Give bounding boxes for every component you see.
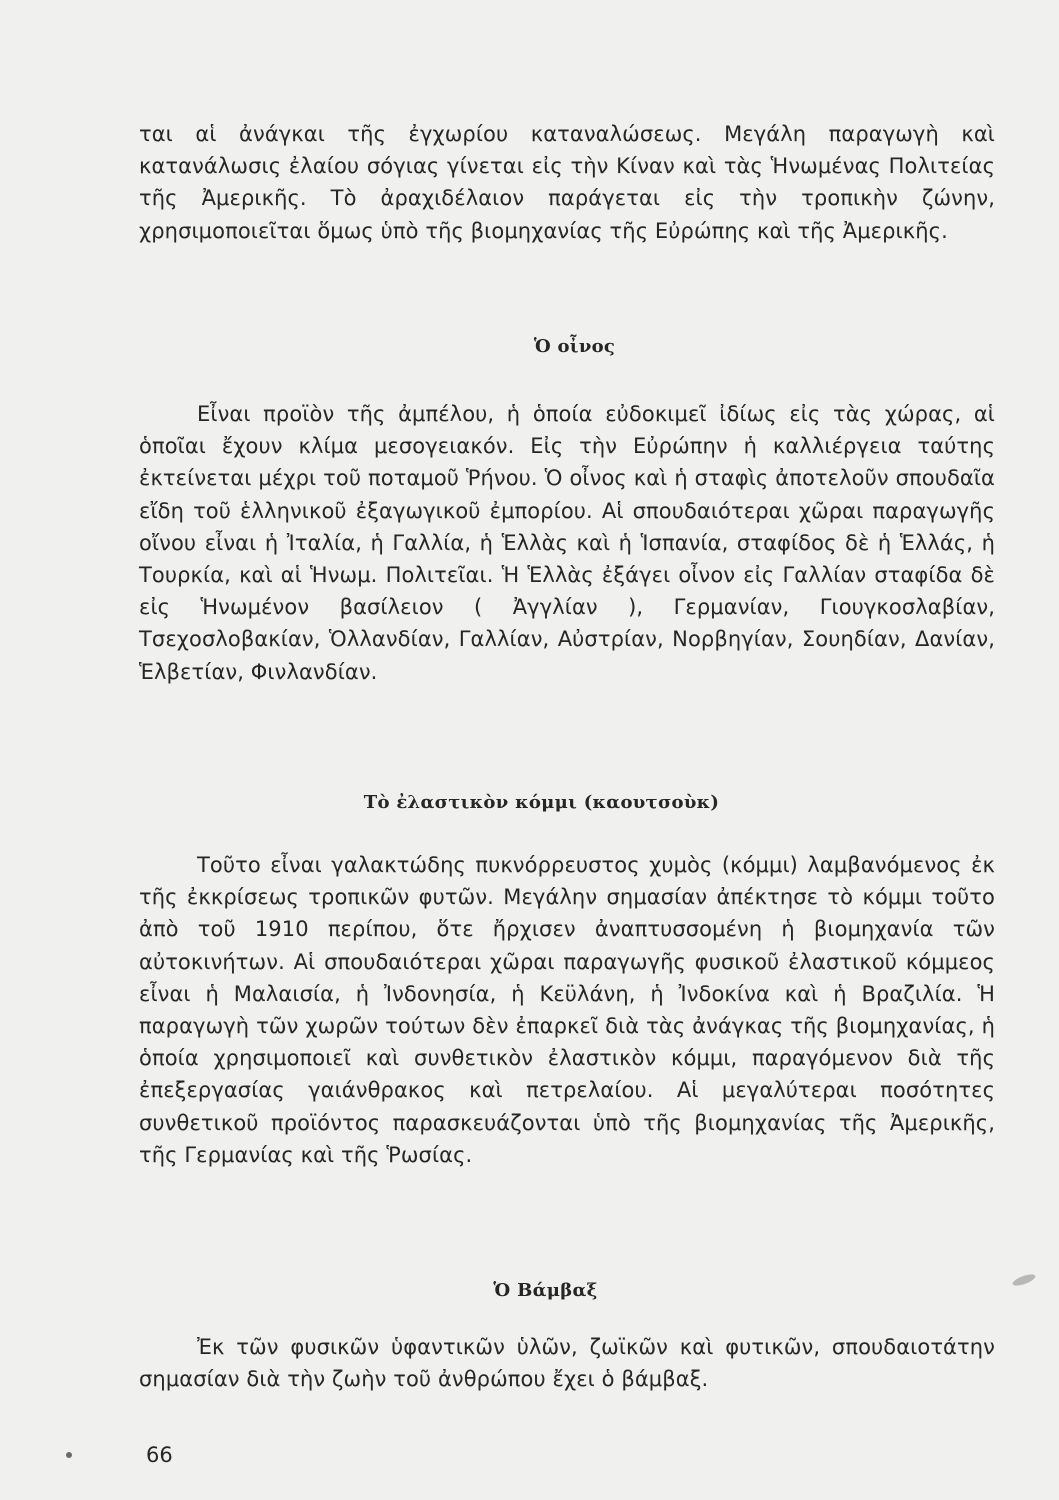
section-heading-cotton: Ὁ Βάμβαξ <box>493 1280 598 1301</box>
ink-speck <box>66 1452 72 1458</box>
wine-section <box>139 398 995 688</box>
wine-paragraph: Εἶναι προϊὸν τῆς ἀμπέλου, ἡ ὁποία εὐδοκιμεῖ ἰδίως εἰς τὰς χώρας, αἱ ὁποῖαι ἔχουν κλίμα μεσογειακόν. Εἰς τὴν Εὐρώπην ἡ καλλιέργεια ταύτης ἐκτείνεται μέχρι τοῦ ποταμοῦ Ῥήνου. Ὁ οἶνος καὶ ἡ σταφὶς ἀποτελοῦν σπουδαῖα εἴδη τοῦ ἑλληνικοῦ ἐξαγωγικοῦ ἐμπορίου. Αἱ σπουδαιότεραι χῶραι παραγωγῆς οἴνου εἶναι ἡ Ἰταλία, ἡ Γαλλία, ἡ Ἑλλὰς καὶ ἡ Ἱσπανία, σταφίδος δὲ ἡ Ἑλλάς, ἡ Τουρκία, καὶ αἱ Ἡνωμ. Πολιτεῖαι. Ἡ Ἑλλὰς ἐξάγει οἶνον εἰς Γαλλίαν σταφίδα δὲ εἰς Ἡνωμένον βασίλειον ( Ἀγγλίαν ), Γερμανίαν, Γιουγκοσλαβίαν, Τσεχοσλοβακίαν, Ὁλλανδίαν, Γαλλίαν, Αὐστρίαν, Νορβηγίαν, Σουηδίαν, Δανίαν, Ἑλβετίαν, Φινλανδίαν. <box>139 402 995 684</box>
cotton-paragraph: Ἐκ τῶν φυσικῶν ὑφαντικῶν ὑλῶν, ζωϊκῶν καὶ φυτικῶν, σπουδαιοτάτην σημασίαν διὰ τὴν ζωὴν τοῦ ἀνθρώπου ἔχει ὁ βάμβαξ. <box>139 1335 995 1392</box>
page-number: 66 <box>146 1443 173 1467</box>
opening-paragraph <box>139 118 995 247</box>
rubber-paragraph: Τοῦτο εἶναι γαλακτώδης πυκνόρρευστος χυμὸς (κόμμι) λαμβανόμενος ἐκ τῆς ἐκκρίσεως τροπικῶν φυτῶν. Μεγάλην σημασίαν ἀπέκτησε τὸ κόμμι τοῦτο ἀπὸ τοῦ 1910 περίπου, ὅτε ἤρχισεν ἀναπτυσσομένη ἡ βιομηχανία τῶν αὐτοκινήτων. Αἱ σπουδαιότεραι χῶραι παραγωγῆς φυσικοῦ ἐλαστικοῦ κόμμεος εἶναι ἡ Μαλαισία, ἡ Ἰνδονησία, ἡ Κεϋλάνη, ἡ Ἰνδοκίνα καὶ ἡ Βραζιλία. Ἡ παραγωγὴ τῶν χωρῶν τούτων δὲν ἐπαρκεῖ διὰ τὰς ἀνάγκας τῆς βιομηχανίας, ἡ ὁποία χρησιμοποιεῖ καὶ συνθετικὸν ἐλαστικὸν κόμμι, παραγόμενον διὰ τῆς ἐπεξεργασίας γαιάνθρακος καὶ πετρελαίου. Αἱ μεγαλύτεραι ποσότητες συνθετικοῦ προϊόντος παρασκευάζονται ὑπὸ τῆς βιομηχανίας τῆς Ἀμερικῆς, τῆς Γερμανίας καὶ τῆς Ῥωσίας. <box>139 853 995 1167</box>
opening-paragraph-text: ται αἱ ἀνάγκαι τῆς ἐγχωρίου καταναλώσεως. Μεγάλη παραγωγὴ καὶ κατανάλωσις ἐλαίου σόγιας γίνεται εἰς τὴν Κίναν καὶ τὰς Ἡνωμένας Πολιτείας τῆς Ἀμερικῆς. Τὸ ἀραχιδέλαιον παράγεται εἰς τὴν τροπικὴν ζώνην, χρησιμοποιεῖται ὅμως ὑπὸ τῆς βιομηχανίας τῆς Εὐρώπης καὶ τῆς Ἀμερικῆς. <box>139 122 995 243</box>
rubber-section <box>139 849 995 1171</box>
section-heading-wine: Ὁ οἶνος <box>533 336 616 357</box>
cotton-section <box>139 1331 995 1395</box>
section-heading-rubber: Τὸ ἐλαστικὸν κόμμι (καουτσοὺκ) <box>363 792 720 813</box>
